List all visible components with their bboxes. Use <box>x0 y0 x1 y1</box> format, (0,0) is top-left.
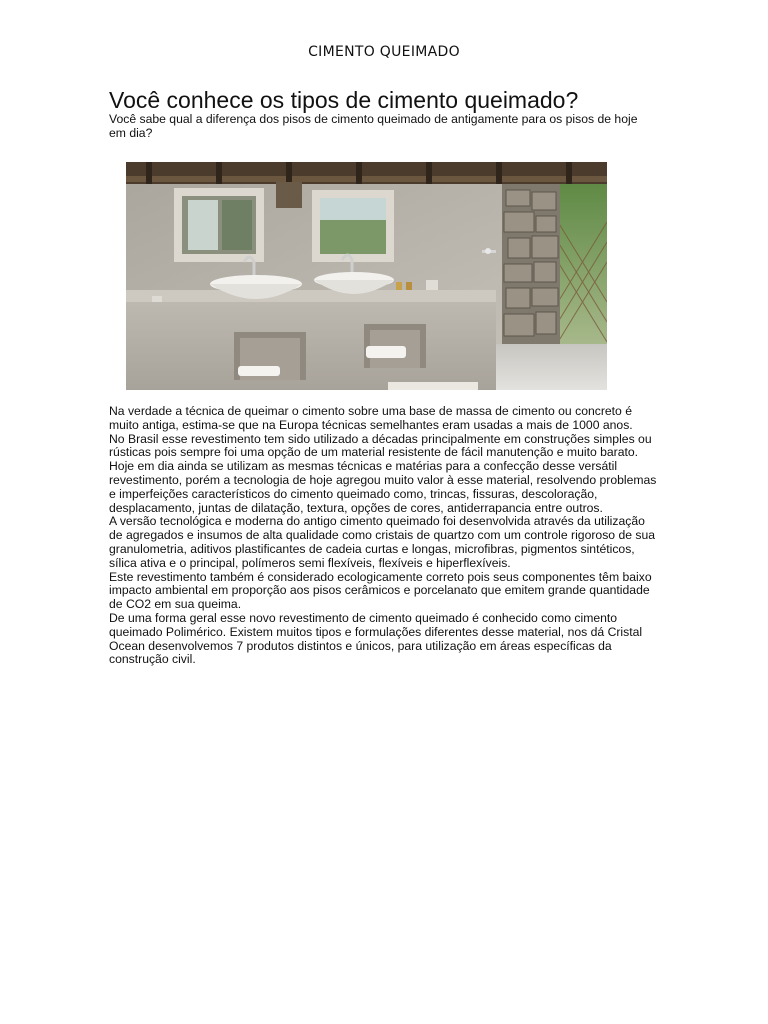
document-subtitle: Você sabe qual a diferença dos pisos de cimento queimado de antigamente para os pisos de hoje em dia? <box>109 112 638 140</box>
paragraph: Na verdade a técnica de queimar o cimento sobre uma base de massa de cimento ou concreto é muito antiga, estima-se que na Europa técnicas semelhantes eram usadas a mais de 1000 anos. <box>109 404 633 432</box>
bathroom-illustration <box>126 162 607 390</box>
paragraph: Hoje em dia ainda se utilizam as mesmas técnicas e matérias para a confecção desse versátil revestimento, porém a tecnologia de hoje agregou muito valor à esse material, resolvendo problemas e imperfeições característicos do cimento queimado como, trincas, fissuras, descoloração, desplacamento, juntas de dilatação, textura, opções de cores, antiderrapancia entre outros. <box>109 459 657 515</box>
paragraph: A versão tecnológica e moderna do antigo cimento queimado foi desenvolvida através da utilização de agregados e insumos de alta qualidade como cristais de quartzo com um controle rigoroso de sua granulometria, aditivos plastificantes de cadeia curtas e longas, microfibras, pigmentos sintéticos, sílica ativa e o principal, polímeros semi flexíveis, flexíveis e hiperflexíveis. <box>109 514 656 570</box>
document-header: CIMENTO QUEIMADO <box>308 44 460 60</box>
paragraph: No Brasil esse revestimento tem sido utilizado a décadas principalmente em construções simples ou rústicas pois sempre foi uma opção de um material resistente de fácil manutenção e muito barato. <box>109 431 652 460</box>
paragraph: De uma forma geral esse novo revestimento de cimento queimado é conhecido como cimento queimado Polimérico. Existem muitos tipos e formulações diferentes desse material, nos dá Cristal Ocean desenvolvemos 7 produtos distintos e únicos, para utilização em áreas específicas da construção civil. <box>109 610 643 667</box>
bathroom-photo <box>126 162 607 390</box>
document-title: Você conhece os tipos de cimento queimado? <box>109 87 579 113</box>
document-body <box>109 405 659 667</box>
paragraph: Este revestimento também é considerado ecologicamente correto pois seus componentes têm baixo impacto ambiental em proporção aos pisos cerâmicos e porcelanato que emitem grande quantidade de CO2 em sua queima. <box>109 569 652 612</box>
